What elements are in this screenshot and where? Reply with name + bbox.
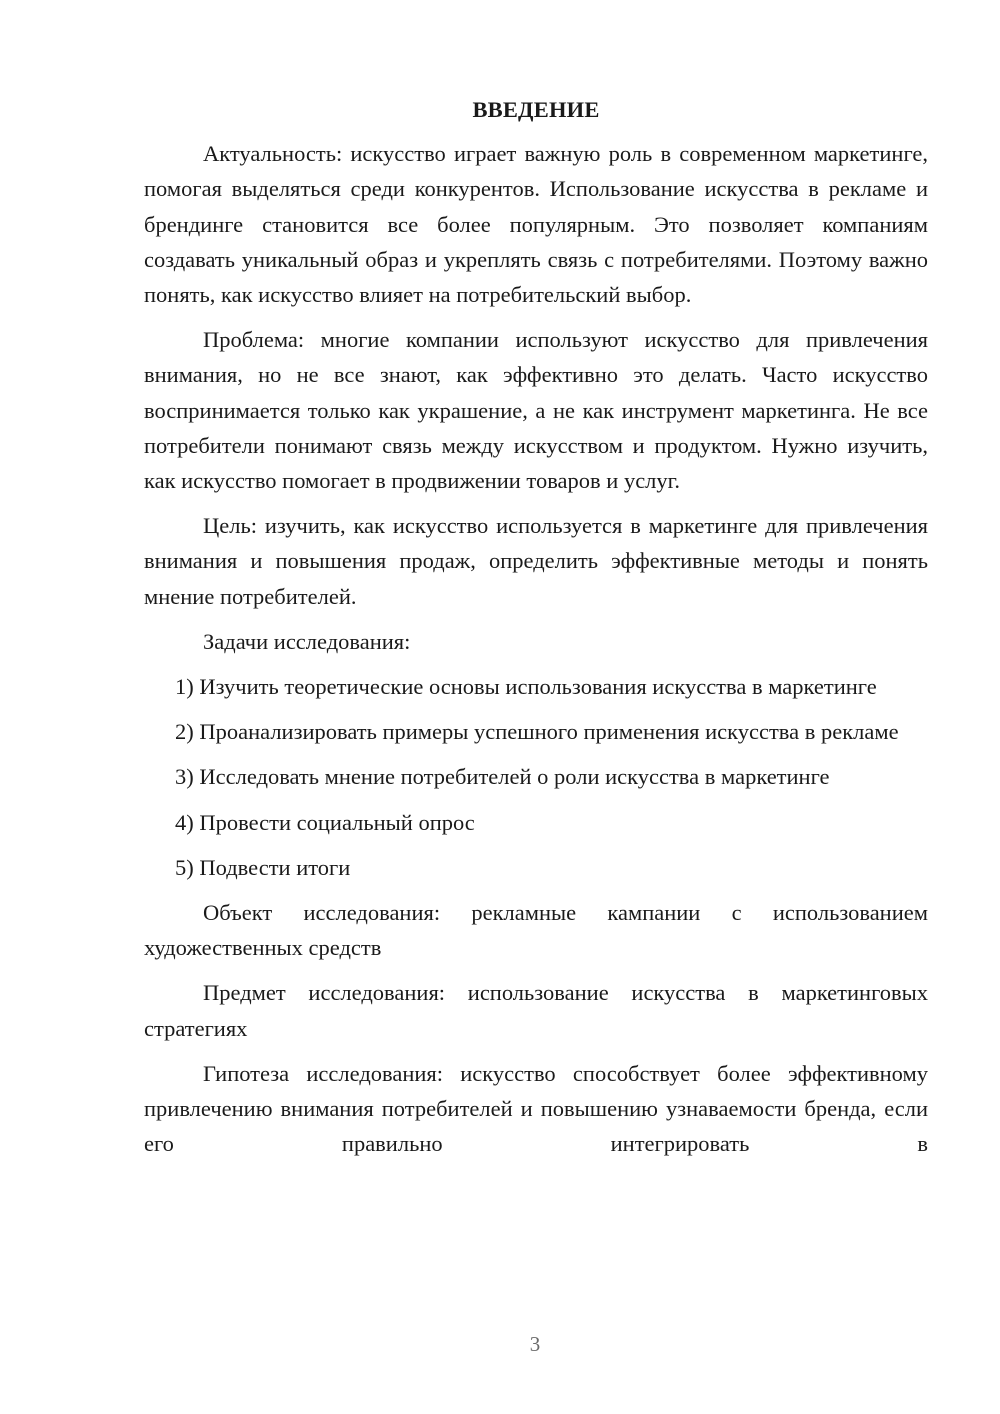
paragraph-subject: Предмет исследования: использование искусства в маркетинговых стратегиях — [144, 980, 928, 1041]
list-item-task-2: 2) Проанализировать примеры успешного применения искусства в рекламе — [175, 719, 899, 745]
list-item-task-5: 5) Подвести итоги — [175, 854, 351, 880]
paragraph-relevance: Актуальность: искусство играет важную роль в современном маркетинге, помогая выделяться среди конкурентов. Использование искусства в рекламе и брендинге становится все более популярным. Это позволяет компаниям создавать уникальный образ и укреплять связь с потребителями. Поэтому важно понять, как искусство влияет на потребительский выбор. — [144, 141, 928, 308]
tasks-title: Задачи исследования: — [203, 628, 411, 654]
paragraph-problem: Проблема: многие компании используют искусство для привлечения внимания, но не все знают, как эффективно это делать. Часто искусство воспринимается только как украшение, а не как инструмент маркетинга. Не все потребители понимают связь между искусством и продуктом. Нужно изучить, как искусство помогает в продвижении товаров и услуг. — [144, 327, 928, 494]
list-item-task-1: 1) Изучить теоретические основы использования искусства в маркетинге — [175, 674, 877, 700]
list-item-task-4: 4) Провести социальный опрос — [175, 809, 475, 835]
list-item-task-3: 3) Исследовать мнение потребителей о роли искусства в маркетинге — [175, 764, 830, 790]
page-title: ВВЕДЕНИЕ — [472, 97, 600, 122]
paragraph-object: Объект исследования: рекламные кампании с использованием художественных средств — [144, 900, 928, 961]
paragraph-hypothesis: Гипотеза исследования: искусство способствует более эффективному привлечению внимания потребителей и повышению узнаваемости бренда, если его правильно интегрировать в — [144, 1060, 928, 1157]
page-number: 3 — [529, 1332, 541, 1356]
paragraph-goal: Цель: изучить, как искусство используется в маркетинге для привлечения внимания и повышения продаж, определить эффективные методы и понять мнение потребителей. — [144, 513, 928, 609]
page-body — [144, 92, 928, 1161]
